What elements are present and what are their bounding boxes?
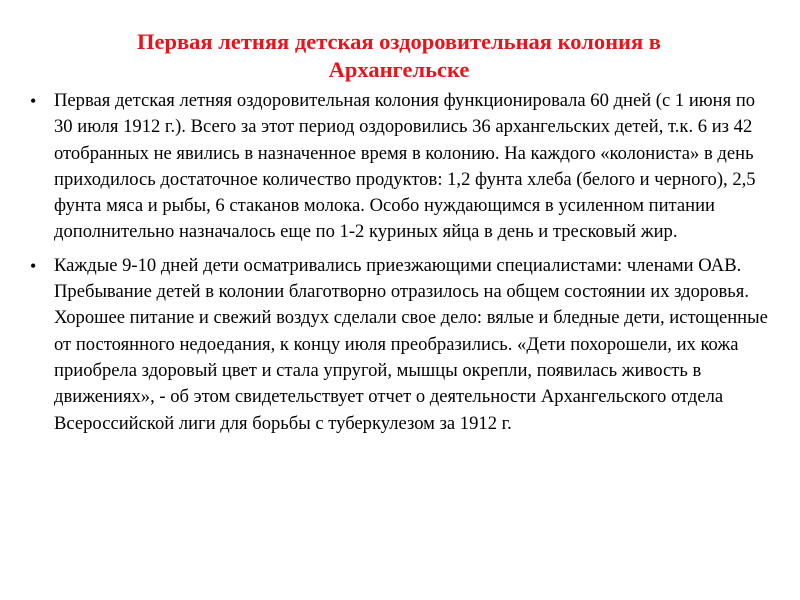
bullet-text-1: Первая детская летняя оздоровительная колония функционировала 60 дней (с 1 июня по 30 июля 1912 г.). Всего за этот период оздоровились 36 архангельских детей, т.к. 6 из 42 отобранных не явились в назначенное время в колонию. На каждого «колониста» в день приходилось достаточное количество продуктов: 1,2 фунта хлеба (белого и черного), 2,5 фунта мяса и рыбы, 6 стаканов молока. Особо нуждающимся в усиленном питании дополнительно назначалось еще по 1-2 куриных яйца в день и тресковый жир. [54, 90, 756, 243]
bullet-item-2 [28, 253, 770, 437]
bullet-dot-icon: • [30, 91, 37, 111]
bullet-list [28, 88, 770, 437]
bullet-text-2: Каждые 9-10 дней дети осматривались приезжающими специалистами: членами ОАВ. Пребывание детей в колонии благотворно отразилось на общем состоянии их здоровья. Хорошее питание и свежий воздух сделали свое дело: вялые и бледные дети, истощенные от постоянного недоедания, к концу июля преобразились. «Дети похорошели, их кожа приобрела здоровый цвет и стала упругой, мышцы окрепли, появилась живость в движениях», - об этом свидетельствует отчет о деятельности Архангельского отдела Всероссийской лиги для борьбы с туберкулезом за 1912 г. [54, 254, 768, 434]
bullet-dot-icon: • [30, 255, 37, 276]
bullet-item-1 [28, 88, 770, 246]
slide-title: Первая летняя детская оздоровительная колония в Архангельске [137, 29, 661, 82]
